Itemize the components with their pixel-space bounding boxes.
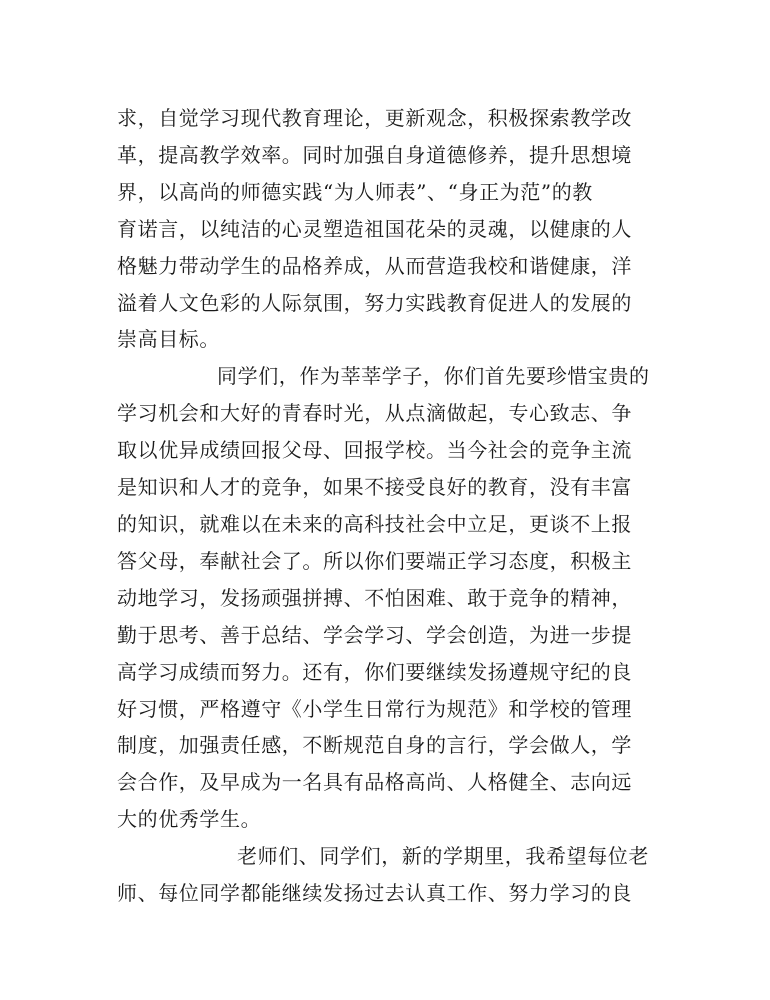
text-line: 同学们，作为莘莘学子，你们首先要珍惜宝贵的 <box>217 364 650 389</box>
paragraph-3 <box>117 838 662 912</box>
text-line: 高学习成绩而努力。还有，你们要继续发扬遵规守纪的良 <box>117 659 632 684</box>
text-line: 是知识和人才的竞争，如果不接受良好的教育，没有丰富 <box>117 475 632 500</box>
text-line: 大的优秀学生。 <box>117 807 262 832</box>
text-line: 师、每位同学都能继续发扬过去认真工作、努力学习的良 <box>117 881 632 906</box>
text-line: 老师们、同学们，新的学期里，我希望每位老 <box>237 844 649 869</box>
text-line: 格魅力带动学生的品格养成，从而营造我校和谐健康，洋 <box>117 253 632 278</box>
text-line: 溢着人文色彩的人际氛围，努力实践教育促进人的发展的 <box>117 290 632 315</box>
body-text <box>117 100 662 912</box>
text-line: 求，自觉学习现代教育理论，更新观念，积极探索教学改 <box>117 106 632 130</box>
text-line: 革，提高教学效率。同时加强自身道德修养，提升思想境 <box>117 142 632 167</box>
text-line: 的知识，就难以在未来的高科技社会中立足，更谈不上报 <box>117 511 632 536</box>
text-line: 育诺言，以纯洁的心灵塑造祖国花朵的灵魂，以健康的人 <box>117 216 632 241</box>
paragraph-2 <box>117 358 662 838</box>
text-line: 取以优异成绩回报父母、回报学校。当今社会的竞争主流 <box>117 438 632 463</box>
text-line: 会合作，及早成为一名具有品格高尚、人格健全、志向远 <box>117 770 632 795</box>
text-line: 崇高目标。 <box>117 327 220 352</box>
text-line: 制度，加强责任感，不断规范自身的言行，学会做人，学 <box>117 733 632 758</box>
text-line: 答父母，奉献社会了。所以你们要端正学习态度，积极主 <box>117 548 632 573</box>
text-line: 学习机会和大好的青春时光，从点滴做起，专心致志、争 <box>117 401 632 426</box>
text-line: 界，以高尚的师德实践“为人师表”、“身正为范”的教 <box>117 179 593 204</box>
text-line: 动地学习，发扬顽强拼搏、不怕困难、敢于竞争的精神， <box>117 585 632 610</box>
text-line: 好习惯，严格遵守《小学生日常行为规范》和学校的管理 <box>117 696 632 721</box>
text-line: 勤于思考、善于总结、学会学习、学会创造，为进一步提 <box>117 622 632 647</box>
paragraph-1 <box>117 100 662 358</box>
